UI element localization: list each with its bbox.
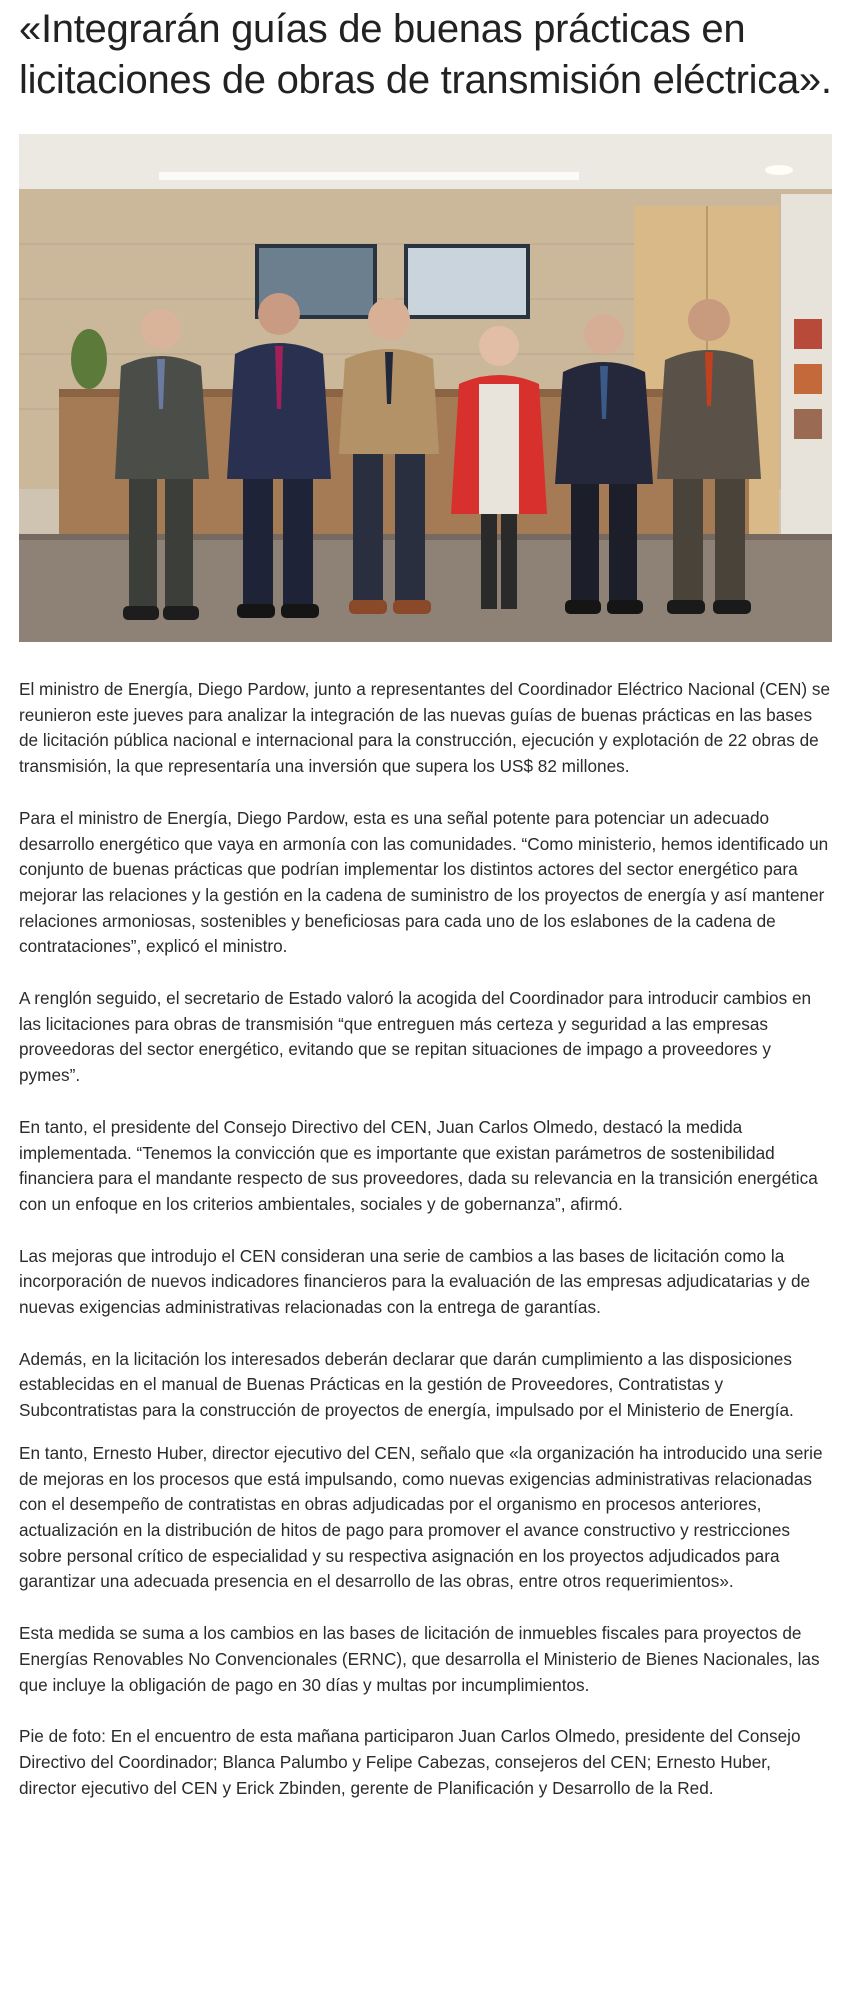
article-body xyxy=(19,677,832,1801)
article-photo xyxy=(19,134,832,642)
group-photo-illustration xyxy=(19,134,832,642)
paragraph: En tanto, el presidente del Consejo Directivo del CEN, Juan Carlos Olmedo, destacó la medida implementada. “Tenemos la convicción que es importante que existan parámetros de sostenibilidad financiera para el mandante respecto de sus proveedores, dada su relevancia en la transición energética con un enfoque en los criterios ambientales, sociales y de gobernanza”, afirmó. xyxy=(19,1116,818,1214)
paragraph: Las mejoras que introdujo el CEN consideran una serie de cambios a las bases de licitación como la incorporación de nuevos indicadores financieros para la evaluación de las empresas adjudicatarias y de nuevas exigencias administrativas relacionadas con la entrega de garantías. xyxy=(19,1245,811,1318)
paragraph: Para el ministro de Energía, Diego Pardow, esta es una señal potente para potenciar un adecuado desarrollo energético que vaya en armonía con las comunidades. “Como ministerio, hemos identificado un conjunto de buenas prácticas que podrían implementar los distintos actores del sector energético para mejorar las relaciones y la gestión en la cadena de suministro de los proyectos de energía y así mantener relaciones armoniosas, sostenibles y beneficiosas para cada uno de los eslabones de la cadena de contrataciones”, explicó el ministro. xyxy=(19,807,829,957)
article-headline: «Integrarán guías de buenas prácticas en licitaciones de obras de transmisión eléctrica». xyxy=(19,7,832,102)
paragraph: Además, en la licitación los interesados deberán declarar que darán cumplimiento a las disposiciones establecidas en el manual de Buenas Prácticas en la gestión de Proveedores, Contratistas y Subcontratistas para la construcción de proyectos de energía, impulsado por el Ministerio de Energía. xyxy=(19,1348,794,1421)
photo-caption: Pie de foto: En el encuentro de esta mañana participaron Juan Carlos Olmedo, presidente del Consejo Directivo del Coordinador; Blanca Palumbo y Felipe Cabezas, consejeros del CEN; Ernesto Huber, director ejecutivo del CEN y Erick Zbinden, gerente de Planificación y Desarrollo de la Red. xyxy=(19,1726,801,1798)
paragraph: En tanto, Ernesto Huber, director ejecutivo del CEN, señalo que «la organización ha introducido una serie de mejoras en los procesos que está impulsando, como nuevas exigencias administrativas relacionadas con el desempeño de contratistas en obras adjudicadas por el organismo en procesos anteriores, actualización en la distribución de hitos de pago para promover el avance constructivo y restricciones sobre personal crítico de especialidad y su respectiva asignación en los proyectos adjudicados para garantizar una adecuada presencia en el desarrollo de las obras, entre otros requerimientos». xyxy=(19,1442,823,1592)
paragraph: El ministro de Energía, Diego Pardow, junto a representantes del Coordinador Eléctrico Nacional (CEN) se reunieron este jueves para analizar la integración de las nuevas guías de buenas prácticas en las bases de licitación pública nacional e internacional para la construcción, ejecución y explotación de 22 obras de transmisión, la que representaría una inversión que supera los US$ 82 millones. xyxy=(19,679,831,777)
paragraph: Esta medida se suma a los cambios en las bases de licitación de inmuebles fiscales para proyectos de Energías Renovables No Convencionales (ERNC), que desarrolla el Ministerio de Bienes Nacionales, las que incluye la obligación de pago en 30 días y multas por incumplimientos. xyxy=(19,1623,820,1695)
paragraph: A renglón seguido, el secretario de Estado valoró la acogida del Coordinador para introducir cambios en las licitaciones para obras de transmisión “que entreguen más certeza y seguridad a las empresas proveedoras del sector energético, evitando que se repitan situaciones de impago a proveedores y pymes”. xyxy=(19,988,812,1086)
